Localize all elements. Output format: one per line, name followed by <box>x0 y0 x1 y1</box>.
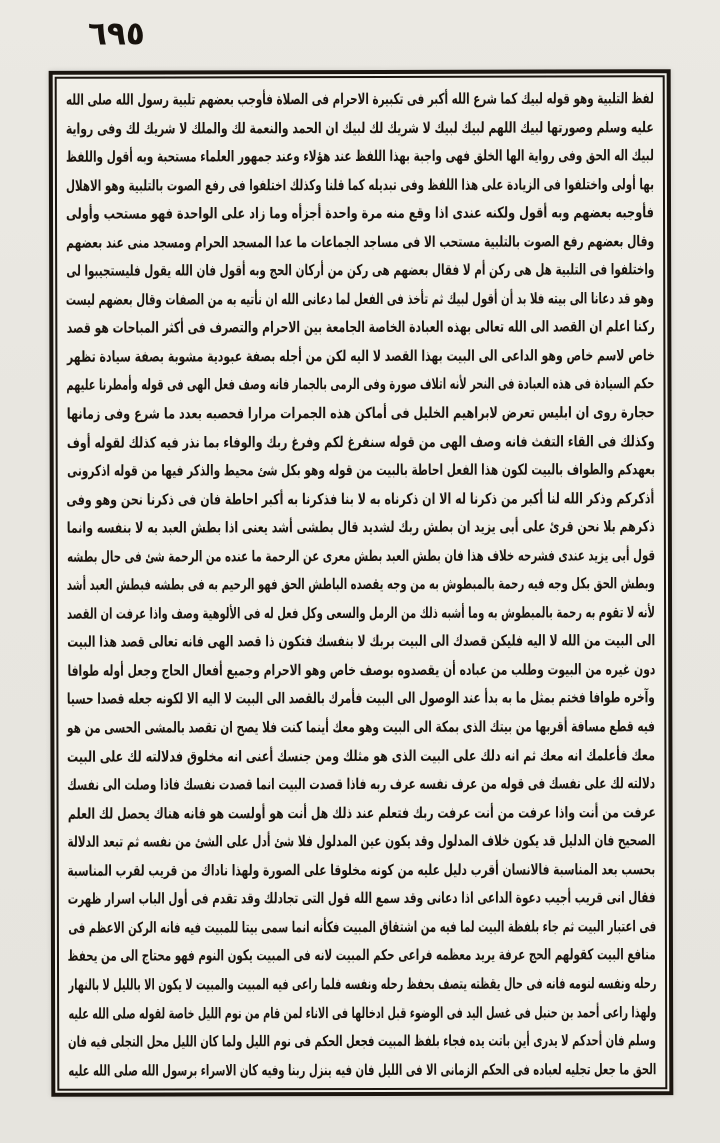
text-line: واختلفوا فى التلبية هل هى ركن أم لا فقال بعضهم هى ركن من أركان الحج وبه أقول فان الله يقول فليستجيبوا لى <box>66 260 655 281</box>
text-line: رحله ونفسه لنومه فانه فى حال يقظته يتصف بحفظ رحله ونفسه فلما راعى فيه المبيت والمبيت لا يكون الا بالليل لا بالنهار <box>68 974 657 994</box>
text-line: لبيك اله الحق وفى رواية الها الخلق فهى واجبة بهذا اللفظ عند هؤلاء وعند جمهور العلماء مستحبة وبه أقول واللفظ <box>65 146 654 166</box>
text-line: وقال بعضهم رفع الصوت بالتلبية مستحب الا فى مساجد الجماعات ما عدا المسجد الحرام ومسجد منى عند بعضهم <box>66 231 655 252</box>
text-line: بحسب بعد المناسبة فالانسان أقرب دليل عليه من كونه مخلوقا على الصورة ولهذا ناداك من قريب لقرب المناسبة <box>67 859 656 880</box>
text-line: ولهذا راعى أحمد بن حنبل فى غسل اليد فى الوضوء قبل ادخالها فى الاناء لمن قام من نوم الليل خاصة لقوله صلى الله عليه <box>68 1002 657 1023</box>
text-line: بها أولى واختلفوا فى الزيادة على هذا اللفظ وفى تبديله كما قلنا وكذلك اختلفوا فى رفع الصوت بالتلبية وهو الاهلال <box>65 174 654 195</box>
text-line: وكذلك فى القاء التفث فانه وصف الهى من قوله سنفرغ لكم وفرغ ربك والوفاء بما نذر فيه كذلك لقوله أوف <box>66 431 655 452</box>
text-line: ركنا اعلم ان القصد الى الله تعالى بهذه العبادة الخاصة الجامعة بين الاحرام والتصرف فى أكثر المباحات هو قصد <box>66 317 655 338</box>
text-line: بعهدكم والطواف بالبيت لكون هذا الفعل احاطة بالبيت من قوله وهو بكل شئ محيط والذكر فيها من قوله اذكرونى <box>66 460 655 480</box>
text-frame-border <box>49 69 674 1097</box>
text-line: الحق ما جعل تجليه لعباده فى الحكم الزمانى الا فى الليل فان فيه ينزل ربنا وفيه كان الاسراء برسول الله صلى الله عليه <box>68 1059 657 1080</box>
text-block <box>66 84 657 1084</box>
text-line: خاص لاسم خاص وهو الداعى الى البيت بهذا القصد لا اليه لكن من أجله بصفة عبودية مشوبة بصفة سيادة تظهر <box>66 346 655 366</box>
text-line: منافع البيت كقولهم الحج عرفة يريد معظمه فراعى حكم المبيت لانه فى المبيت يكون النوم فهو محتاج الى من يحفظ <box>68 945 656 966</box>
text-line: وبطش الحق بكل وجه فيه رحمة بالمبطوش به من وجه يقصده الباطش الحق فهو الرحيم به فى بطشه فبطش العبد أشد <box>67 574 656 595</box>
text-line: حكم السيادة فى هذه العبادة فى النحر لأنه اتلاف صورة وفى الرمى بالجمار فانه وصف فعل الهى فى قوله وأمطرنا عليهم <box>66 374 655 395</box>
text-line: لأنه لا تقوم به رحمة بالمبطوش به وما أشبه ذلك من الرمل والسعى وكل فعل له فى الألوهية وصف واذا عرفت ان القصد <box>67 603 656 623</box>
text-line: الصحيح فان الدليل قد يكون خلاف المدلول وقد يكون عين المدلول فلا شئ أدل على الشئ من نفسه ثم تبعد الدلالة <box>67 831 656 851</box>
text-line: دون غيره من البيوت وطلب من عباده أن يقصدوه بوصف خاص وهو الاحرام وجميع أفعال الحاج وجعل أوله طوافا <box>67 660 656 680</box>
text-line: دلالته لك على نفسك فى قوله من عرف نفسه عرف ربه فاذا قصدت البيت انما قصدت نفسك فاذا وصلت الى نفسك <box>67 774 656 794</box>
text-line: عليه وسلم وصورتها لبيك اللهم لبيك لبيك لا شريك لك لبيك ان الحمد والنعمة لك والملك لا شريك لك وفى رواية <box>65 117 654 138</box>
text-line: لفظ التلبية وهو قوله لبيك كما شرع الله أكبر فى تكبيرة الاحرام فى الصلاة فأوجب بعضهم تلبية رسول الله صلى الله <box>65 89 654 109</box>
text-line: قول أبى يزيد عندى فشرحه خلاف هذا فان بطش العبد بطش معرى عن الرحمة ما عنده من الرحمة شئ فى حال بطشه <box>66 545 655 566</box>
text-line: وسلم فان أحدكم لا يدرى أين باتت يده فجاء بلفظ المبيت فجعل الحكم فى نوم الليل ولما كان الليل محل التجلى فيه فان <box>68 1031 657 1051</box>
text-line: ذكرهم بلا نحن قرئ على أبى يزيد ان بطش ربك لشديد قال بطشى أشد يعنى اذا بطش العبد به لا بنفسه وانما <box>66 517 655 537</box>
page-number: ٦٩٥ <box>88 15 145 53</box>
text-frame <box>55 75 668 1091</box>
text-line: فقال انى قريب أجيب دعوة الداعى اذا دعانى وقد سمع الله قول التى تجادلك وقد تقدم فى أول الباب اسرار ظهرت <box>67 888 656 909</box>
text-line: فى اعتبار البيت ثم جاء بلفظة البيت لما فيه من اشتقاق المبيت فكأنه انما سمى بيتا للمبيت فيه فانه الركن الاعظم فى <box>67 917 656 937</box>
text-line: فأوجبه بعضهم وبه أقول ولكنه عندى اذا وقع منه مرة واحدة أجزأه وما زاد على الواحدة فهو مستحب وأولى <box>66 203 655 223</box>
text-line: فيه قطع مسافة أقربها من بيتك الذى بمكة الى البيت وهو معك أينما كنت فلا يصح ان تقصد بالمشى الحسى من هو <box>67 717 656 737</box>
text-line: وآخره طوافا فختم بمثل ما به بدأ عند الوصول الى البيت فأمرك بالقصد الى البيت لا اليه الا لكونه جعله قصدا حسيا <box>67 688 656 709</box>
text-line: وهو قد دعانا الى بيته فلا بد أن أقول لبيك ثم تأخذ فى الفعل لما دعانى الله ان نأتيه به من الصفات وقال بعضهم ليست <box>66 289 655 309</box>
text-line: معك فأعلمك انه معك ثم انه دلك على البيت الذى هو مثلك ومن جنسك أعنى انه مخلوق فدلالته لك على البيت <box>67 745 656 766</box>
text-line: حجارة روى ان ابليس تعرض لابراهيم الخليل فى أماكن هذه الجمرات مرارا فحصبه بعدد ما شرع وفى زمانها <box>66 403 655 423</box>
text-line: الى البيت من الله لا اليه فليكن قصدك الى البيت بربك لا بنفسك فتكون ذا قصد الهى فانه تعالى قصد هذا البيت <box>67 631 656 652</box>
text-line: عرفت من أنت واذا عرفت من أنت عرفت ربك فتعلم عند ذلك هل أنت هو أولست هو فانه هناك يحصل لك العلم <box>67 802 656 823</box>
text-line: أذكركم وذكر الله لنا أكبر من ذكرنا له الا ان ذكرناه به لا بنا فذكرنا به أكبر احاطة فان فى ذكرنا نحن وهو وفى <box>66 488 655 509</box>
